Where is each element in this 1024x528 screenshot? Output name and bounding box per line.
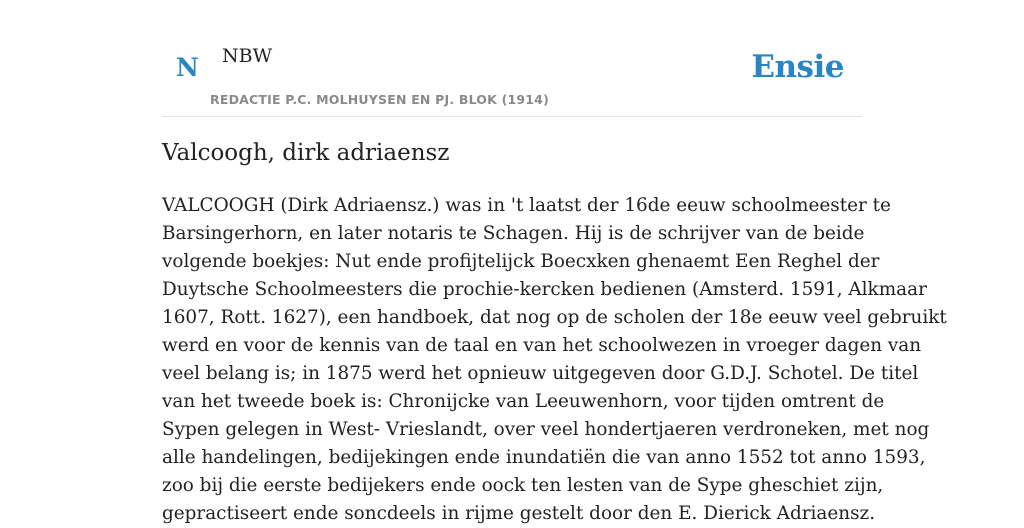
article-line: gepractiseert ende soncdeels in rijme gestelt door den E. Dierick Adriaensz.: [162, 503, 876, 524]
source-logo-icon[interactable]: N: [176, 53, 199, 82]
article-line: veel belang is; in 1875 werd het opnieuw uitgegeven door G.D.J. Schotel. De titel: [162, 363, 919, 384]
article-body: [162, 192, 947, 528]
article-line: Duytsche Schoolmeesters die prochie-kercken bedienen (Amsterd. 1591, Alkmaar: [162, 279, 927, 300]
ensie-logo[interactable]: Ensie: [751, 49, 844, 85]
source-subtitle: REDACTIE P.C. MOLHUYSEN EN PJ. BLOK (1914): [210, 92, 549, 107]
article-line: zoo bij die eerste bedijekers ende oock ten lesten van de Sype gheschiet zijn,: [162, 475, 884, 496]
article-line: VALCOOGH (Dirk Adriaensz.) was in 't laatst der 16de eeuw schoolmeester te: [162, 195, 891, 216]
article-line: alle handelingen, bedijekingen ende inundatiën die van anno 1552 tot anno 1593,: [162, 447, 926, 468]
article-line: Sypen gelegen in West- Vrieslandt, over veel hondertjaeren verdroneken, met nog: [162, 419, 930, 440]
article-line: 1607, Rott. 1627), een handboek, dat nog op de scholen der 18e eeuw veel gebruikt: [162, 307, 947, 328]
source-name[interactable]: NBW: [222, 45, 273, 67]
article-title: Valcoogh, dirk adriaensz: [162, 140, 450, 166]
article-line: werd en voor de kennis van de taal en van het schoolwezen in vroeger dagen van: [162, 335, 922, 356]
site-header: [162, 0, 862, 117]
article-line: van het tweede boek is: Chronijcke van Leeuwenhorn, voor tijden omtrent de: [162, 391, 885, 412]
article-line: volgende boekjes: Nut ende profijtelijck Boecxken ghenaemt Een Reghel der: [162, 251, 880, 272]
article-line: Barsingerhorn, en later notaris te Schagen. Hij is de schrijver van de beide: [162, 223, 865, 244]
